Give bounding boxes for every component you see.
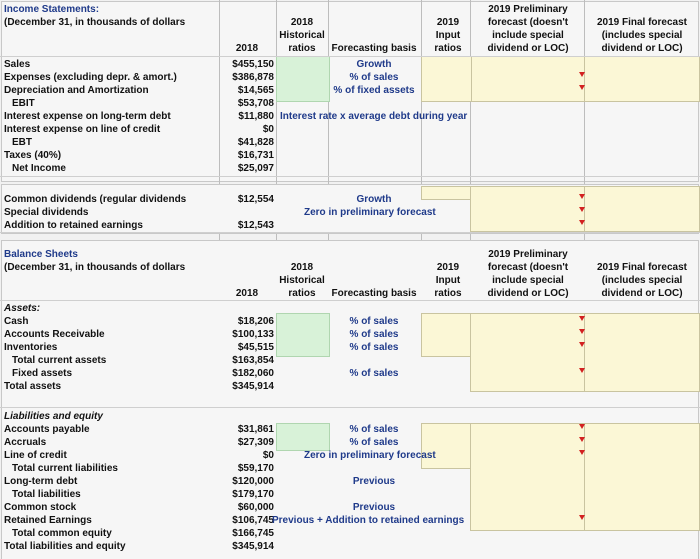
liab-row-value: $166,745: [232, 528, 274, 539]
income-historical-ratios-block: [276, 56, 330, 102]
liab-row-basis: % of sales: [349, 424, 399, 435]
asset-row-label: Total current assets: [12, 355, 107, 366]
income-hdr-basis: Forecasting basis: [331, 43, 417, 54]
income-row-basis: Interest rate x average debt during year: [280, 111, 468, 122]
income-2019-final-inputs[interactable]: [584, 56, 700, 102]
div-row-value: $12,543: [237, 220, 274, 231]
liab-row-label: Total liabilities: [12, 489, 81, 500]
dropdown-indicator-icon[interactable]: [579, 220, 585, 225]
balance-hdr-2019-pre-4: dividend or LOC): [487, 288, 569, 299]
div-row-basis: Growth: [356, 194, 392, 205]
liab-row-basis: Zero in preliminary forecast: [304, 450, 436, 461]
asset-row-basis: % of sales: [349, 368, 399, 379]
income-row-value: $386,878: [232, 72, 274, 83]
asset-row-value: $45,515: [237, 342, 274, 353]
liab-row-basis: % of sales: [349, 437, 399, 448]
income-hdr-2018: 2018: [235, 43, 259, 54]
balance-hdr-2019-final-2: (includes special: [601, 275, 683, 286]
dropdown-indicator-icon[interactable]: [579, 450, 585, 455]
income-hdr-2019-input-2: Input: [435, 30, 461, 41]
asset-row-basis: % of sales: [349, 316, 399, 327]
assets-2019-input-ratios[interactable]: [421, 313, 472, 357]
liabilities-label: Liabilities and equity: [4, 411, 103, 422]
liab-row-label: Accruals: [4, 437, 47, 448]
liab-2019-final-inputs[interactable]: [584, 423, 700, 531]
income-row-label: Interest expense on line of credit: [4, 124, 161, 135]
assets-2019-final-inputs[interactable]: [584, 313, 700, 392]
liab-row-label: Total common equity: [12, 528, 112, 539]
income-row-value: $25,097: [237, 163, 274, 174]
income-hdr-2019-final-3: dividend or LOC): [601, 43, 683, 54]
income-hdr-2019-pre-4: dividend or LOC): [487, 43, 569, 54]
income-hdr-2019-input-1: 2019: [436, 17, 460, 28]
income-hdr-2019-pre-2: forecast (doesn't: [487, 17, 569, 28]
asset-row-value: $182,060: [232, 368, 274, 379]
dropdown-indicator-icon[interactable]: [579, 329, 585, 334]
asset-row-value: $345,914: [232, 381, 274, 392]
income-row-label: Sales: [4, 59, 31, 70]
income-row-basis: % of fixed assets: [333, 85, 415, 96]
liab-row-value: $345,914: [232, 541, 274, 552]
dropdown-indicator-icon[interactable]: [579, 368, 585, 373]
balance-hdr-2018-hist-2: Historical: [279, 275, 325, 286]
income-row-label: EBIT: [12, 98, 35, 109]
liab-2019-pre-inputs[interactable]: [470, 423, 586, 531]
dropdown-indicator-icon[interactable]: [579, 437, 585, 442]
income-row-value: $16,731: [237, 150, 274, 161]
dropdown-indicator-icon[interactable]: [579, 85, 585, 90]
income-row-label: Interest expense on long-term debt: [4, 111, 171, 122]
income-hdr-2018-hist-2: Historical: [279, 30, 325, 41]
income-2019-pre-inputs[interactable]: [470, 56, 586, 102]
assets-historical-ratios-block: [276, 313, 330, 357]
balance-title-1: Balance Sheets: [4, 249, 78, 260]
balance-hdr-2019-input-1: 2019: [436, 262, 460, 273]
income-row-basis: Growth: [356, 59, 392, 70]
liab-row-basis: Previous + Addition to retained earnings: [272, 515, 465, 526]
dropdown-indicator-icon[interactable]: [579, 194, 585, 199]
asset-row-value: $163,854: [232, 355, 274, 366]
div-2019-final-inputs[interactable]: [584, 186, 700, 232]
liab-row-value: $31,861: [237, 424, 274, 435]
income-hdr-2019-final-2: (includes special: [601, 30, 683, 41]
income-hdr-2019-pre-3: include special: [492, 30, 564, 41]
balance-hdr-2019-pre-2: forecast (doesn't: [487, 262, 569, 273]
asset-row-value: $100,133: [232, 329, 274, 340]
balance-hdr-2018-hist-1: 2018: [290, 262, 314, 273]
balance-hdr-basis: Forecasting basis: [331, 288, 417, 299]
div-row-label: Addition to retained earnings: [4, 220, 143, 231]
income-title-2: (December 31, in thousands of dollars: [4, 17, 186, 28]
assets-2019-pre-inputs[interactable]: [470, 313, 586, 392]
liab-row-value: $27,309: [237, 437, 274, 448]
balance-hdr-2018: 2018: [235, 288, 259, 299]
income-row-value: $11,880: [238, 111, 274, 122]
income-row-value: $0: [262, 124, 274, 135]
liab-row-value: $60,000: [237, 502, 274, 513]
liab-row-basis: Previous: [352, 502, 396, 513]
income-hdr-2018-hist-1: 2018: [290, 17, 314, 28]
income-row-value: $455,150: [232, 59, 274, 70]
asset-row-basis: % of sales: [349, 342, 399, 353]
liab-row-value: $106,745: [232, 515, 274, 526]
dropdown-indicator-icon[interactable]: [579, 316, 585, 321]
div-row-value: $12,554: [237, 194, 274, 205]
liab-row-label: Long-term debt: [4, 476, 78, 487]
income-row-label: EBT: [12, 137, 32, 148]
asset-row-label: Cash: [4, 316, 29, 327]
asset-row-label: Accounts Receivable: [4, 329, 105, 340]
income-row-label: Taxes (40%): [4, 150, 62, 161]
income-row-label: Net Income: [12, 163, 66, 174]
liab-2019-input-ratios[interactable]: [421, 423, 472, 469]
income-row-value: $14,565: [237, 85, 274, 96]
income-row-value: $53,708: [237, 98, 274, 109]
liab-row-label: Common stock: [4, 502, 77, 513]
liab-row-value: $59,170: [237, 463, 274, 474]
liab-row-label: Accounts payable: [4, 424, 90, 435]
balance-hdr-2018-hist-3: ratios: [288, 288, 316, 299]
assets-label: Assets:: [4, 303, 41, 314]
div-row-basis: Zero in preliminary forecast: [304, 207, 436, 218]
dropdown-indicator-icon[interactable]: [579, 207, 585, 212]
div-row-label: Common dividends (regular dividends: [4, 194, 187, 205]
dropdown-indicator-icon[interactable]: [579, 515, 585, 520]
income-2019-input-ratios[interactable]: [421, 56, 472, 102]
income-row-label: Depreciation and Amortization: [4, 85, 149, 96]
dropdown-indicator-icon[interactable]: [579, 424, 585, 429]
income-hdr-2019-pre-1: 2019 Preliminary: [488, 4, 568, 15]
div-row-label: Special dividends: [4, 207, 89, 218]
balance-hdr-2019-input-3: ratios: [434, 288, 462, 299]
balance-hdr-2019-pre-1: 2019 Preliminary: [488, 249, 568, 260]
asset-row-label: Total assets: [4, 381, 62, 392]
asset-row-label: Fixed assets: [12, 368, 73, 379]
liab-row-label: Retained Earnings: [4, 515, 92, 526]
balance-hdr-2019-final-3: dividend or LOC): [601, 288, 683, 299]
income-title-1: Income Statements:: [4, 4, 100, 15]
balance-hdr-2019-final-1: 2019 Final forecast: [596, 262, 688, 273]
income-hdr-2019-final-1: 2019 Final forecast: [596, 17, 688, 28]
div-2019-pre-inputs[interactable]: [470, 186, 586, 232]
liab-row-value: $0: [262, 450, 274, 461]
balance-hdr-2019-input-2: Input: [435, 275, 461, 286]
asset-row-basis: % of sales: [349, 329, 399, 340]
income-row-basis: % of sales: [349, 72, 399, 83]
income-hdr-2018-hist-3: ratios: [288, 43, 316, 54]
balance-title-2: (December 31, in thousands of dollars: [4, 262, 186, 273]
liab-row-basis: Previous: [352, 476, 396, 487]
liab-row-value: $120,000: [232, 476, 274, 487]
liab-row-label: Total current liabilities: [12, 463, 118, 474]
div-2019-input-ratio[interactable]: [421, 186, 472, 200]
asset-row-label: Inventories: [4, 342, 58, 353]
balance-hdr-2019-pre-3: include special: [492, 275, 564, 286]
dropdown-indicator-icon[interactable]: [579, 342, 585, 347]
liab-row-label: Total liabilities and equity: [4, 541, 126, 552]
income-row-value: $41,828: [237, 137, 274, 148]
dropdown-indicator-icon[interactable]: [579, 72, 585, 77]
income-row-label: Expenses (excluding depr. & amort.): [4, 72, 177, 83]
liab-row-value: $179,170: [232, 489, 274, 500]
liab-historical-ratios-block: [276, 423, 330, 451]
asset-row-value: $18,206: [237, 316, 274, 327]
liab-row-label: Line of credit: [4, 450, 67, 461]
income-hdr-2019-input-3: ratios: [434, 43, 462, 54]
